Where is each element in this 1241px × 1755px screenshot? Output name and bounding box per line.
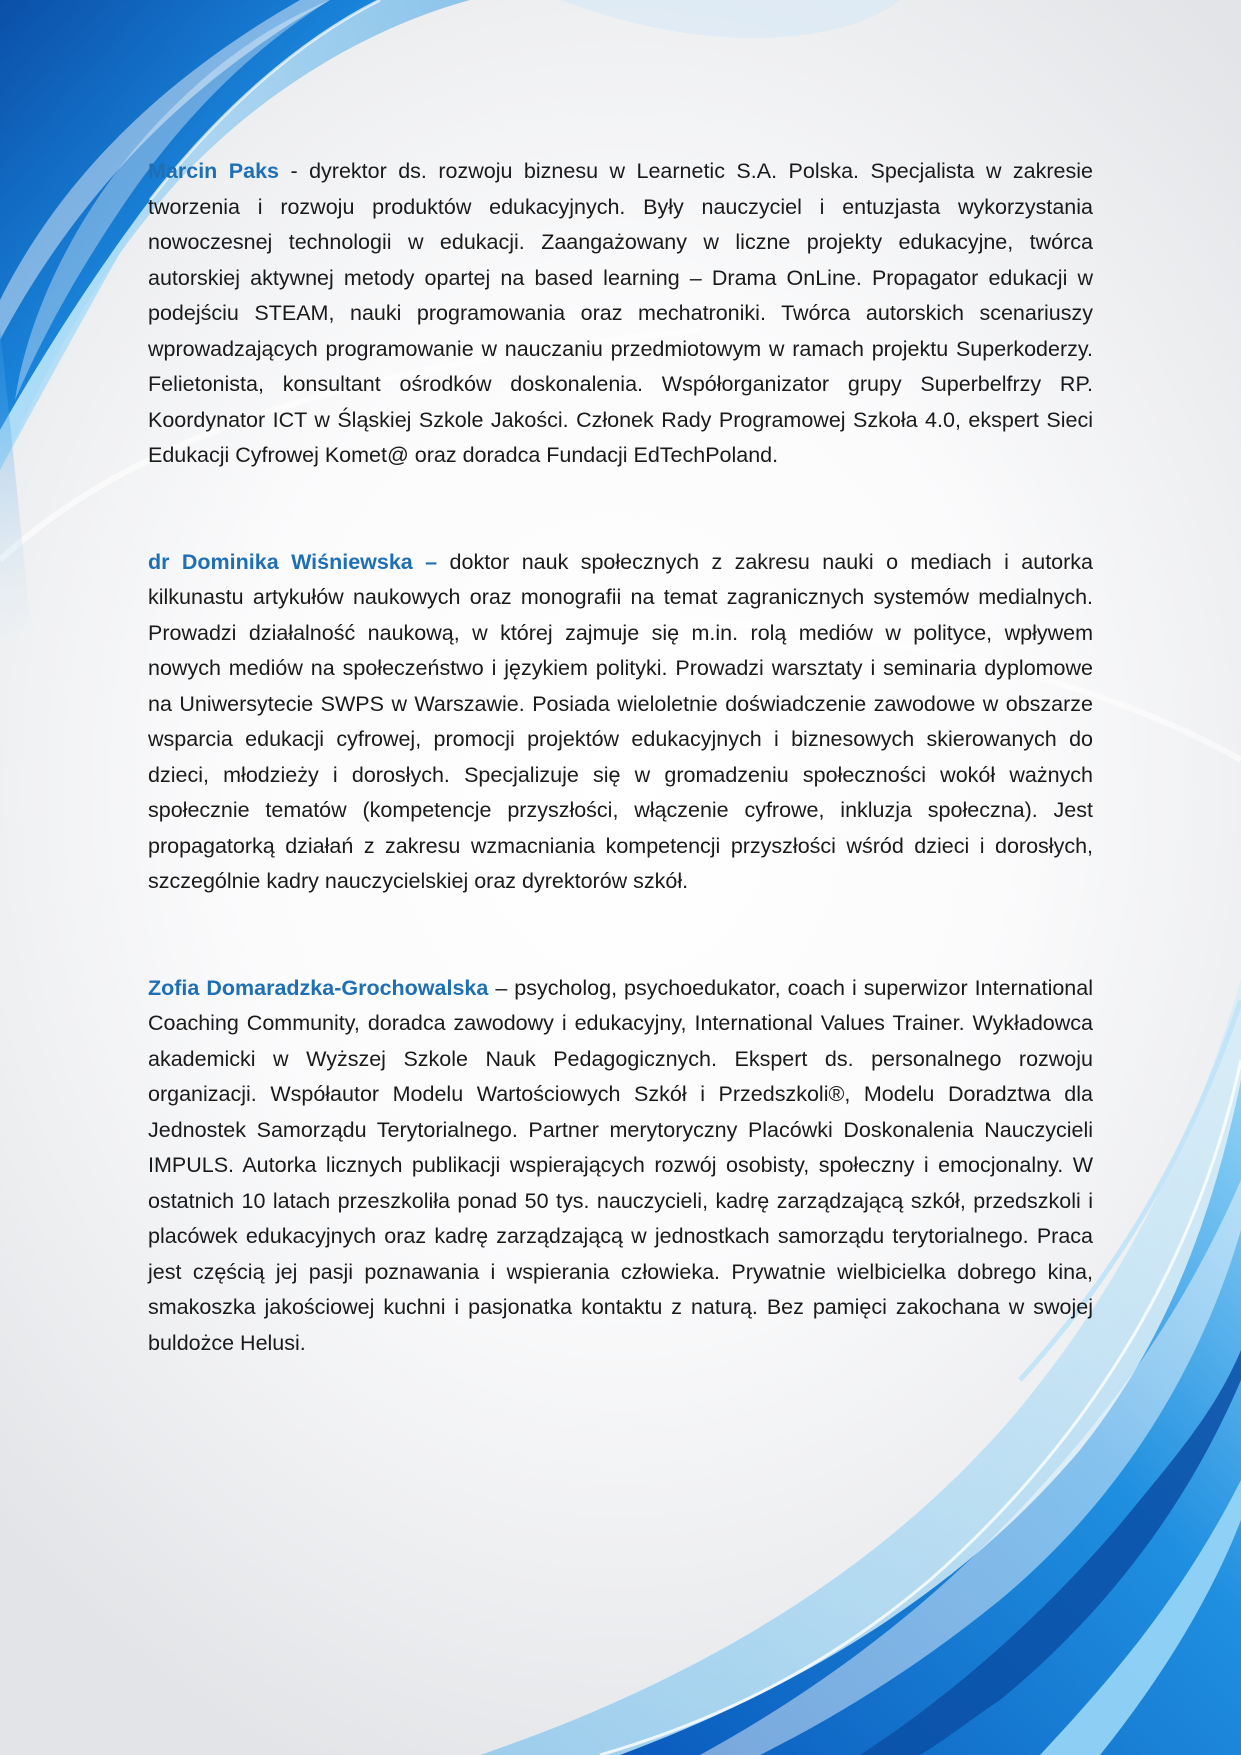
bio-text: – psycholog, psychoedukator, coach i superwizor International Coaching Community, doradca zawodowy i edukacyjny, International Values Trainer. Wykładowca akademicki w Wyższej Szkole Nauk Pedagogicznych. Ekspert ds. personalnego rozwoju organizacji. Współautor Modelu Wartościowych Szkół i Przedszkoli®, Modelu Doradztwa dla Jednostek Samorządu Terytorialnego. Partner merytoryczny Placówki Doskonalenia Nauczycieli IMPULS. Autorka licznych publikacji wspierających rozwój osobisty, społeczny i emocjonalny. W ostatnich 10 latach przeszkoliła ponad 50 tys. nauczycieli, kadrę zarządzającą szkół, przedszkoli i placówek edukacyjnych oraz kadrę zarządzającą w jednostkach samorządu terytorialnego. Praca jest częścią jej pasji poznawania i wspierania człowieka. Prywatnie wielbicielka dobrego kina, smakoszka jakościowej kuchni i pasjonatka kontaktu z naturą. Bez pamięci zakochana w swojej buldożce Helusi. (148, 975, 1093, 1355)
bio-name: dr Dominika Wiśniewska – (148, 549, 438, 574)
bio-name: Marcin Paks (148, 159, 279, 183)
bio-paragraph-marcin-paks (148, 154, 1093, 474)
bio-text: - dyrektor ds. rozwoju biznesu w Learnetic S.A. Polska. Specjalista w zakresie tworzenia i rozwoju produktów edukacyjnych. Były nauczyciel i entuzjasta wykorzystania nowoczesnej technologii w edukacji. Zaangażowany w liczne projekty edukacyjne, twórca autorskiej aktywnej metody opartej na based learning – Drama OnLine. Propagator edukacji w podejściu STEAM, nauki programowania oraz mechatroniki. Twórca autorskich scenariuszy wprowadzających programowanie w nauczaniu przedmiotowym w ramach projektu Superkoderzy. Felietonista, konsultant ośrodków doskonalenia. Współorganizator grupy Superbelfrzy RP. Koordynator ICT w Śląskiej Szkole Jakości. Członek Rady Programowej Szkoła 4.0, ekspert Sieci Edukacji Cyfrowej Komet@ oraz doradca Fundacji EdTechPoland. (148, 159, 1093, 467)
bio-text: doktor nauk społecznych z zakresu nauki o mediach i autorka kilkunastu artykułów naukowych oraz monografii na temat zagranicznych systemów medialnych. Prowadzi działalność naukową, w której zajmuje się m.in. rolą mediów w polityce, wpływem nowych mediów na społeczeństwo i językiem polityki. Prowadzi warsztaty i seminaria dyplomowe na Uniwersytecie SWPS w Warszawie. Posiada wieloletnie doświadczenie zawodowe w obszarze wsparcia edukacji cyfrowej, promocji projektów edukacyjnych i biznesowych skierowanych do dzieci, młodzieży i dorosłych. Specjalizuje się w gromadzeniu społeczności wokół ważnych społecznie tematów (kompetencje przyszłości, włączenie cyfrowe, inkluzja społeczna). Jest propagatorką działań z zakresu wzmacniania kompetencji przyszłości wśród dzieci i dorosłych, szczególnie kadry nauczycielskiej oraz dyrektorów szkół. (148, 549, 1093, 893)
bio-paragraph-zofia-domaradzka-grochowalska (148, 971, 1093, 1362)
bio-name: Zofia Domaradzka-Grochowalska (148, 975, 489, 1000)
bio-paragraph-dominika-wisniewska (148, 545, 1093, 900)
bios-section (148, 154, 1093, 1361)
